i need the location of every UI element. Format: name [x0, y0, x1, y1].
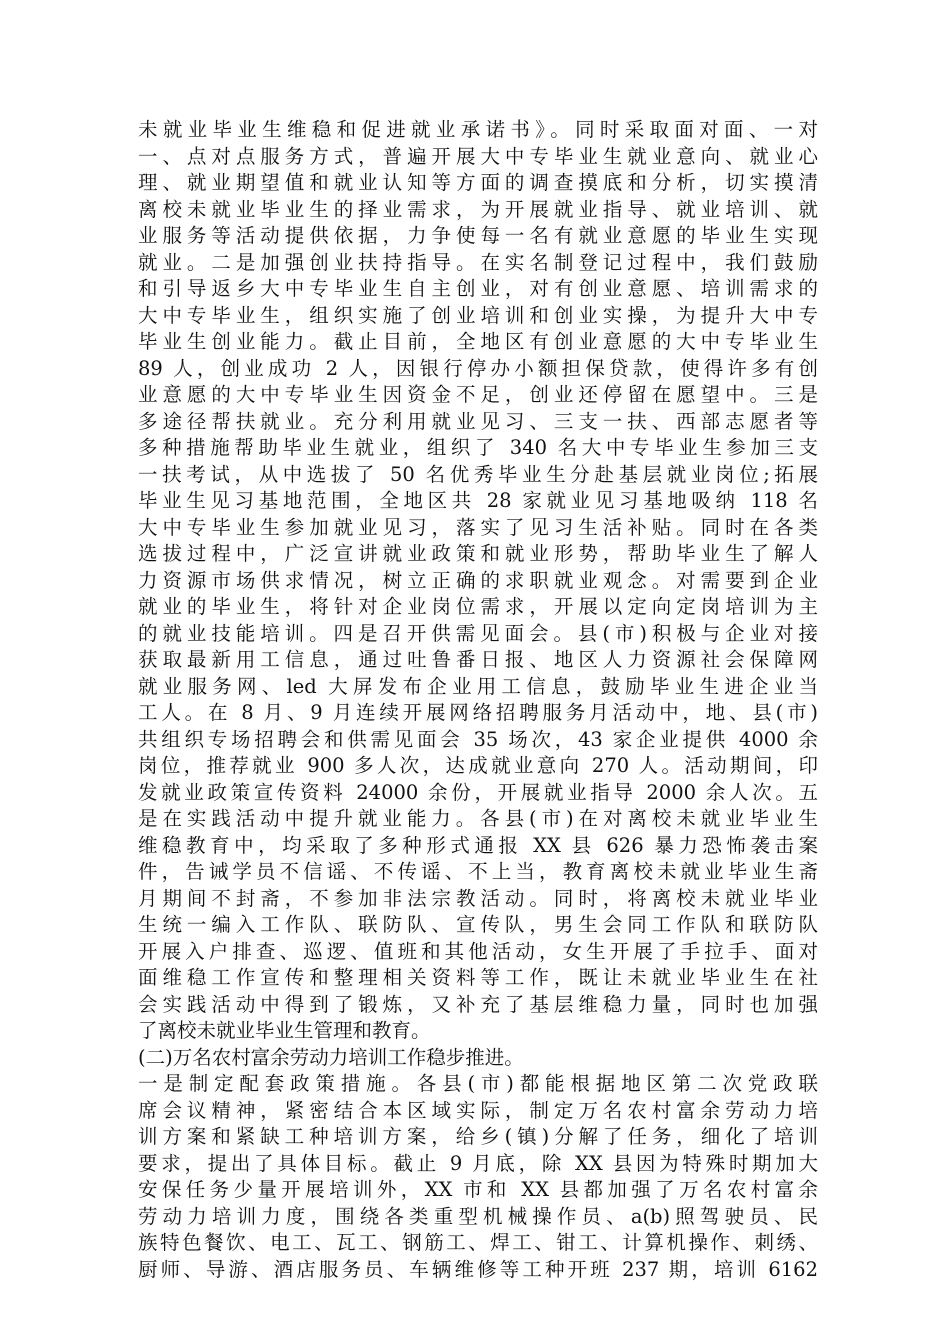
- text-line: 力资源市场供求情况，树立正确的求职就业观念。对需要到企业: [138, 568, 818, 592]
- text-line: 的就业技能培训。四是召开供需见面会。县(市)积极与企业对接: [138, 621, 818, 645]
- text-line: 未就业毕业生维稳和促进就业承诺书》。同时采取面对面、一对: [138, 118, 818, 141]
- text-line: 月期间不封斋，不参加非法宗教活动。同时，将离校未就业毕业: [138, 886, 818, 910]
- text-line: 厨师、导游、酒店服务员、车辆维修等工种开班 237 期，培训 6162: [138, 1257, 818, 1281]
- text-line: 毕业生创业能力。截止目前，全地区有创业意愿的大中专毕业生: [138, 330, 818, 353]
- text-line: 发就业政策宣传资料 24000 余份，开展就业指导 2000 余人次。五: [138, 780, 818, 804]
- text-line: 要求，提出了具体目标。截止 9 月底，除 XX 县因为特殊时期加大: [138, 1151, 818, 1175]
- text-line: 大中专毕业生参加就业见习，落实了见习生活补贴。同时在各类: [138, 515, 818, 539]
- text-line: 是在实践活动中提升就业能力。各县(市)在对离校未就业毕业生: [138, 807, 818, 830]
- text-line: 一是制定配套政策措施。各县(市)都能根据地区第二次党政联: [138, 1072, 818, 1095]
- text-line: 理、就业期望值和就业认知等方面的调查摸底和分析，切实摸清: [138, 171, 818, 194]
- text-line: 离校未就业毕业生的择业需求，为开展就业指导、就业培训、就: [138, 197, 818, 221]
- text-line: 就业服务网、led 大屏发布企业用工信息，鼓励毕业生进企业当: [138, 674, 818, 698]
- text-line: 开展入户排查、巡逻、值班和其他活动，女生开展了手拉手、面对: [138, 939, 818, 963]
- text-line: 维稳教育中，均采取了多种形式通报 XX 县 626 暴力恐怖袭击案: [138, 833, 818, 857]
- section-heading: (二)万名农村富余劳动力培训工作稳步推进。: [138, 1045, 524, 1069]
- text-line: 席会议精神，紧密结合本区域实际，制定万名农村富余劳动力培: [138, 1098, 818, 1122]
- text-line: 安保任务少量开展培训外，XX 市和 XX 县都加强了万名农村富余: [138, 1178, 818, 1201]
- text-line: 训方案和紧缺工种培训方案，给乡(镇)分解了任务，细化了培训: [138, 1125, 818, 1148]
- text-line: 就业的毕业生，将针对企业岗位需求，开展以定向定岗培训为主: [138, 595, 818, 618]
- text-line: 就业。二是加强创业扶持指导。在实名制登记过程中，我们鼓励: [138, 250, 818, 274]
- text-line: 一扶考试，从中选拔了 50 名优秀毕业生分赴基层就业岗位;拓展: [138, 462, 818, 486]
- text-line: 件，告诫学员不信谣、不传谣、不上当，教育离校未就业毕业生斋: [138, 860, 818, 883]
- text-line: 一、点对点服务方式，普遍开展大中专毕业生就业意向、就业心: [138, 144, 818, 168]
- text-line: 毕业生见习基地范围，全地区共 28 家就业见习基地吸纳 118 名: [138, 489, 818, 512]
- document-body: [138, 117, 818, 1283]
- text-line: 共组织专场招聘会和供需见面会 35 场次，43 家企业提供 4000 余: [138, 727, 818, 751]
- text-line: 生统一编入工作队、联防队、宣传队，男生会同工作队和联防队: [138, 913, 818, 936]
- text-line: 会实践活动中得到了锻炼，又补充了基层维稳力量，同时也加强: [138, 992, 818, 1016]
- paragraph-end-line: 了离校未就业毕业生管理和教育。: [138, 1019, 431, 1042]
- text-line: 岗位，推荐就业 900 多人次，达成就业意向 270 人。活动期间，印: [138, 754, 818, 777]
- text-line: 获取最新用工信息，通过吐鲁番日报、地区人力资源社会保障网: [138, 648, 818, 671]
- text-line: 业服务等活动提供依据，力争使每一名有就业意愿的毕业生实现: [138, 224, 818, 247]
- text-line: 和引导返乡大中专毕业生自主创业，对有创业意愿、培训需求的: [138, 277, 818, 300]
- text-line: 89 人，创业成功 2 人，因银行停办小额担保贷款，使得许多有创: [138, 356, 818, 380]
- text-line: 族特色餐饮、电工、瓦工、钢筋工、焊工、钳工、计算机操作、刺绣、: [138, 1231, 818, 1254]
- text-line: 大中专毕业生，组织实施了创业培训和创业实操，为提升大中专: [138, 303, 818, 327]
- text-line: 多种措施帮助毕业生就业，组织了 340 名大中专毕业生参加三支: [138, 436, 818, 459]
- text-line: 工人。在 8 月、9 月连续开展网络招聘服务月活动中，地、县(市): [138, 701, 818, 724]
- text-line: 业意愿的大中专毕业生因资金不足，创业还停留在愿望中。三是: [138, 383, 818, 406]
- text-line: 面维稳工作宣传和整理相关资料等工作，既让未就业毕业生在社: [138, 966, 818, 989]
- text-line: 多途径帮扶就业。充分利用就业见习、三支一扶、西部志愿者等: [138, 409, 818, 433]
- text-line: 选拔过程中，广泛宣讲就业政策和就业形势，帮助毕业生了解人: [138, 542, 818, 565]
- text-line: 劳动力培训力度，围绕各类重型机械操作员、a(b)照驾驶员、民: [138, 1204, 818, 1228]
